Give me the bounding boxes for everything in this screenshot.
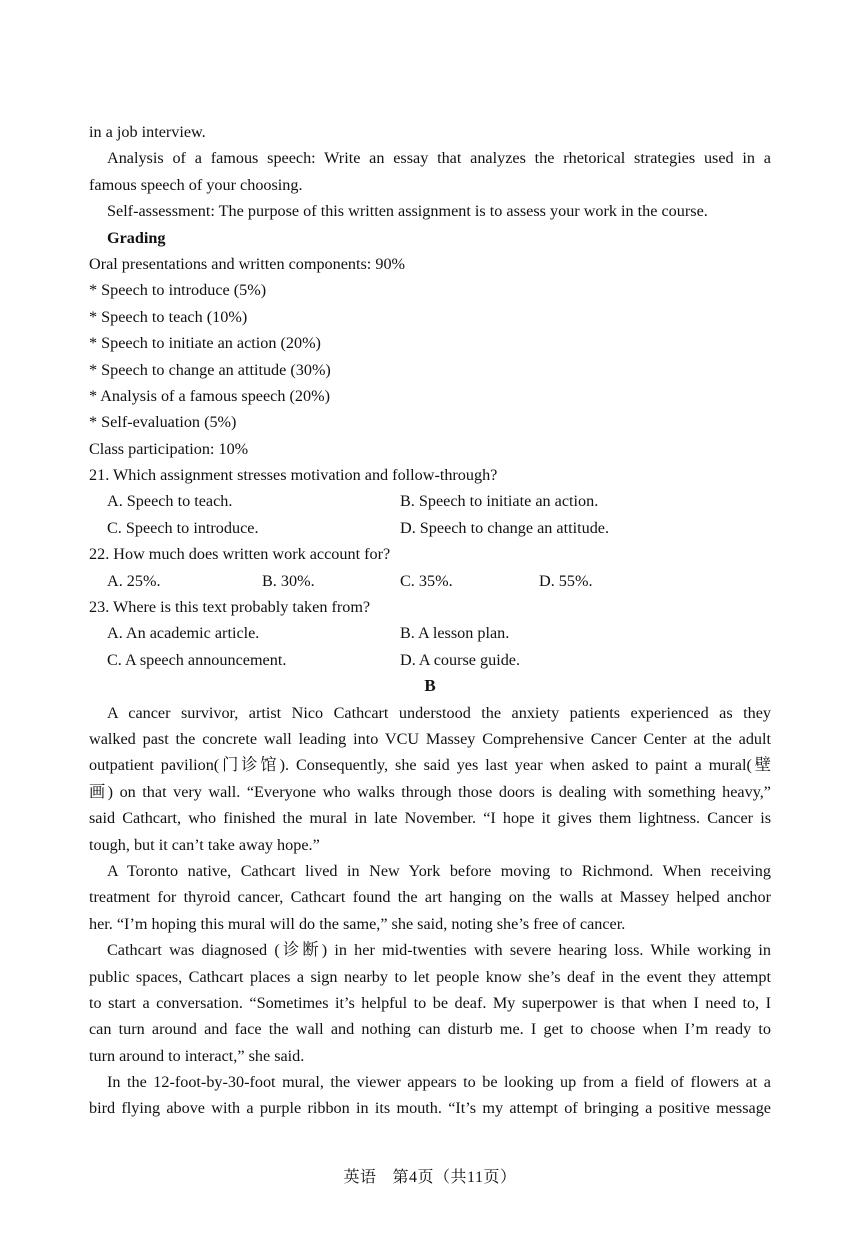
page-footer <box>0 1164 860 1187</box>
section-heading: B <box>424 676 436 696</box>
text-line: Self-assessment: The purpose of this written assignment is to assess your work in the course. <box>107 202 708 221</box>
passage-line: 画) on that very wall. “Everyone who walks through those doors is dealing with something heavy,” <box>89 782 771 801</box>
question-stem: 21. Which assignment stresses motivation and follow-through? <box>89 466 498 485</box>
options-row <box>89 647 771 673</box>
option-d[interactable]: D. A course guide. <box>400 650 521 669</box>
option-a[interactable]: A. Speech to teach. <box>107 492 233 511</box>
passage-line: treatment for thyroid cancer, Cathcart found the art hanging on the walls at Massey helped anchor <box>89 888 771 907</box>
passage-line: walked past the concrete wall leading into VCU Massey Comprehensive Cancer Center at the adult <box>89 729 771 748</box>
passage-line: outpatient pavilion(门诊馆). Consequently, she said yes last year when asked to paint a mural(壁 <box>89 756 771 775</box>
text-line: in a job interview. <box>89 123 206 141</box>
passage-line: Cathcart was diagnosed (诊断) in her mid-twenties with severe hearing loss. While working in <box>107 941 771 960</box>
passage-line: public spaces, Cathcart places a sign nearby to let people know she’s deaf in the event they attempt <box>89 967 771 986</box>
passage-line: A Toronto native, Cathcart lived in New York before moving to Richmond. When receiving <box>107 861 771 880</box>
grading-item: * Speech to teach (10%) <box>89 307 248 326</box>
footer-subject: 英语 <box>343 1169 377 1186</box>
passage-line: to start a conversation. “Sometimes it’s helpful to be deaf. My superpower is that when I need to, I <box>89 993 771 1012</box>
document-page <box>89 119 771 1122</box>
text-line: famous speech of your choosing. <box>89 175 303 194</box>
option-d[interactable]: D. 55%. <box>539 571 593 590</box>
options-row <box>89 568 771 594</box>
option-c[interactable]: C. 35%. <box>400 571 453 590</box>
grading-line: Oral presentations and written components: 90% <box>89 254 406 273</box>
options-row <box>89 515 771 541</box>
option-a[interactable]: A. 25%. <box>107 571 161 590</box>
option-a[interactable]: A. An academic article. <box>107 624 260 643</box>
passage-line: turn around to interact,” she said. <box>89 1046 305 1065</box>
option-c[interactable]: C. Speech to introduce. <box>107 518 259 537</box>
question-stem: 23. Where is this text probably taken from? <box>89 598 371 617</box>
options-row <box>89 620 771 646</box>
option-b[interactable]: B. Speech to initiate an action. <box>400 492 599 511</box>
passage-line: can turn around and face the wall and nothing can disturb me. I get to choose when I’m ready to <box>89 1020 771 1039</box>
question-stem: 22. How much does written work account for? <box>89 545 391 564</box>
grading-item: * Speech to introduce (5%) <box>89 281 267 300</box>
option-c[interactable]: C. A speech announcement. <box>107 650 287 669</box>
grading-item: * Self-evaluation (5%) <box>89 413 237 432</box>
footer-page-number: 第4页（共11页） <box>392 1169 517 1186</box>
grading-item: * Analysis of a famous speech (20%) <box>89 386 330 405</box>
passage-line: bird flying above with a purple ribbon in its mouth. “It’s my attempt of bringing a positive message <box>89 1099 771 1118</box>
option-b[interactable]: B. 30%. <box>262 571 315 590</box>
option-b[interactable]: B. A lesson plan. <box>400 624 510 643</box>
grading-item: * Speech to initiate an action (20%) <box>89 334 321 353</box>
passage-line: her. “I’m hoping this mural will do the same,” she said, noting she’s free of cancer. <box>89 914 626 933</box>
passage-line: said Cathcart, who finished the mural in late November. “I hope it gives them lightness. Cancer is <box>89 809 771 828</box>
passage-line: A cancer survivor, artist Nico Cathcart understood the anxiety patients experienced as they <box>107 703 771 722</box>
option-d[interactable]: D. Speech to change an attitude. <box>400 518 610 537</box>
grading-item: * Speech to change an attitude (30%) <box>89 360 331 379</box>
passage-line: In the 12-foot-by-30-foot mural, the viewer appears to be looking up from a field of flowers at a <box>107 1073 771 1092</box>
grading-heading: Grading <box>107 228 166 247</box>
text-line: Analysis of a famous speech: Write an essay that analyzes the rhetorical strategies used in a <box>107 149 771 168</box>
passage-line: tough, but it can’t take away hope.” <box>89 835 320 854</box>
grading-line: Class participation: 10% <box>89 439 249 458</box>
options-row <box>89 488 771 514</box>
